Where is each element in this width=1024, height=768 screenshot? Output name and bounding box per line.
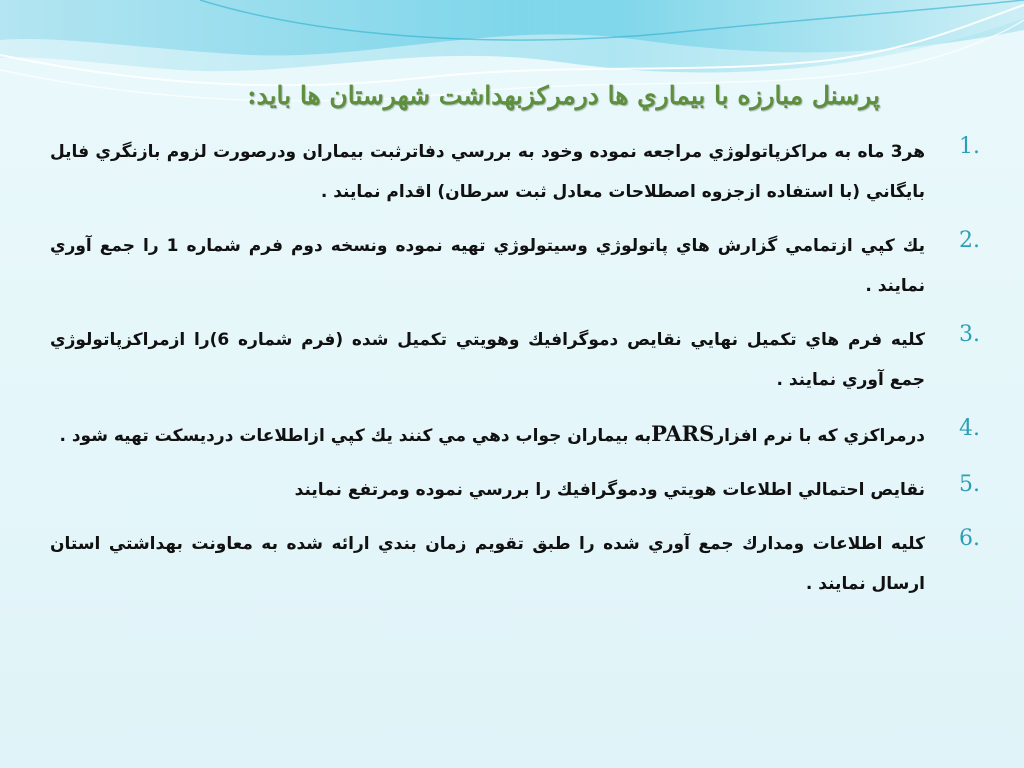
list-item-number: 6.: [959, 526, 980, 551]
list-item-text: هر3 ماه به مراكزپاتولوژي مراجعه نموده وخود به بررسي دفاترثبت بيماران ودرصورت لزوم بازنگري فايل بايگاني (با استفاده ازجزوه اصطلاحات معادل ثبت سرطان) اقدام نمايند .: [50, 142, 925, 202]
list-item: [50, 414, 1005, 456]
list-item-text-part: درمراكزي كه با نرم افزار: [714, 426, 925, 446]
slide-title: پرسنل مبارزه با بيماري ها درمركزبهداشت شهرستان ها بايد:: [247, 81, 880, 110]
list-item: [50, 132, 1005, 212]
list-item-number: 1.: [959, 134, 980, 159]
list-item-text: يك كپي ازتمامي گزارش هاي پاتولوژي وسيتولوژي تهيه نموده ونسخه دوم فرم شماره 1 را جمع آوري نمايند .: [50, 236, 925, 296]
list-item-number: 3.: [959, 322, 980, 347]
list-item: [50, 226, 1005, 306]
list-item-text-part: به بيماران جواب دهي مي كنند يك كپي ازاطلاعات درديسكت تهيه شود .: [59, 426, 652, 446]
list-item: [50, 524, 1005, 604]
list-item-number: 4.: [959, 416, 980, 441]
list-item: [50, 470, 1005, 510]
software-name: PARS: [651, 421, 715, 446]
numbered-list: [50, 132, 1005, 618]
list-item-text: [50, 414, 925, 456]
list-item-number: 2.: [959, 228, 980, 253]
list-item-number: 5.: [959, 472, 980, 497]
list-item: [50, 320, 1005, 400]
list-item-text: نقايص احتمالي اطلاعات هويتي ودموگرافيك را بررسي نموده ومرتفع نمايند: [294, 480, 925, 500]
list-item-text: كليه فرم هاي تكميل نهايي نقايص دموگرافيك وهويتي تكميل شده (فرم شماره 6)را ازمراكزپاتولوژي جمع آوري نمايند .: [50, 330, 925, 390]
list-item-text: كليه اطلاعات ومدارك جمع آوري شده را طبق تقويم زمان بندي ارائه شده به معاونت بهداشتي استان ارسال نمايند .: [50, 534, 925, 594]
